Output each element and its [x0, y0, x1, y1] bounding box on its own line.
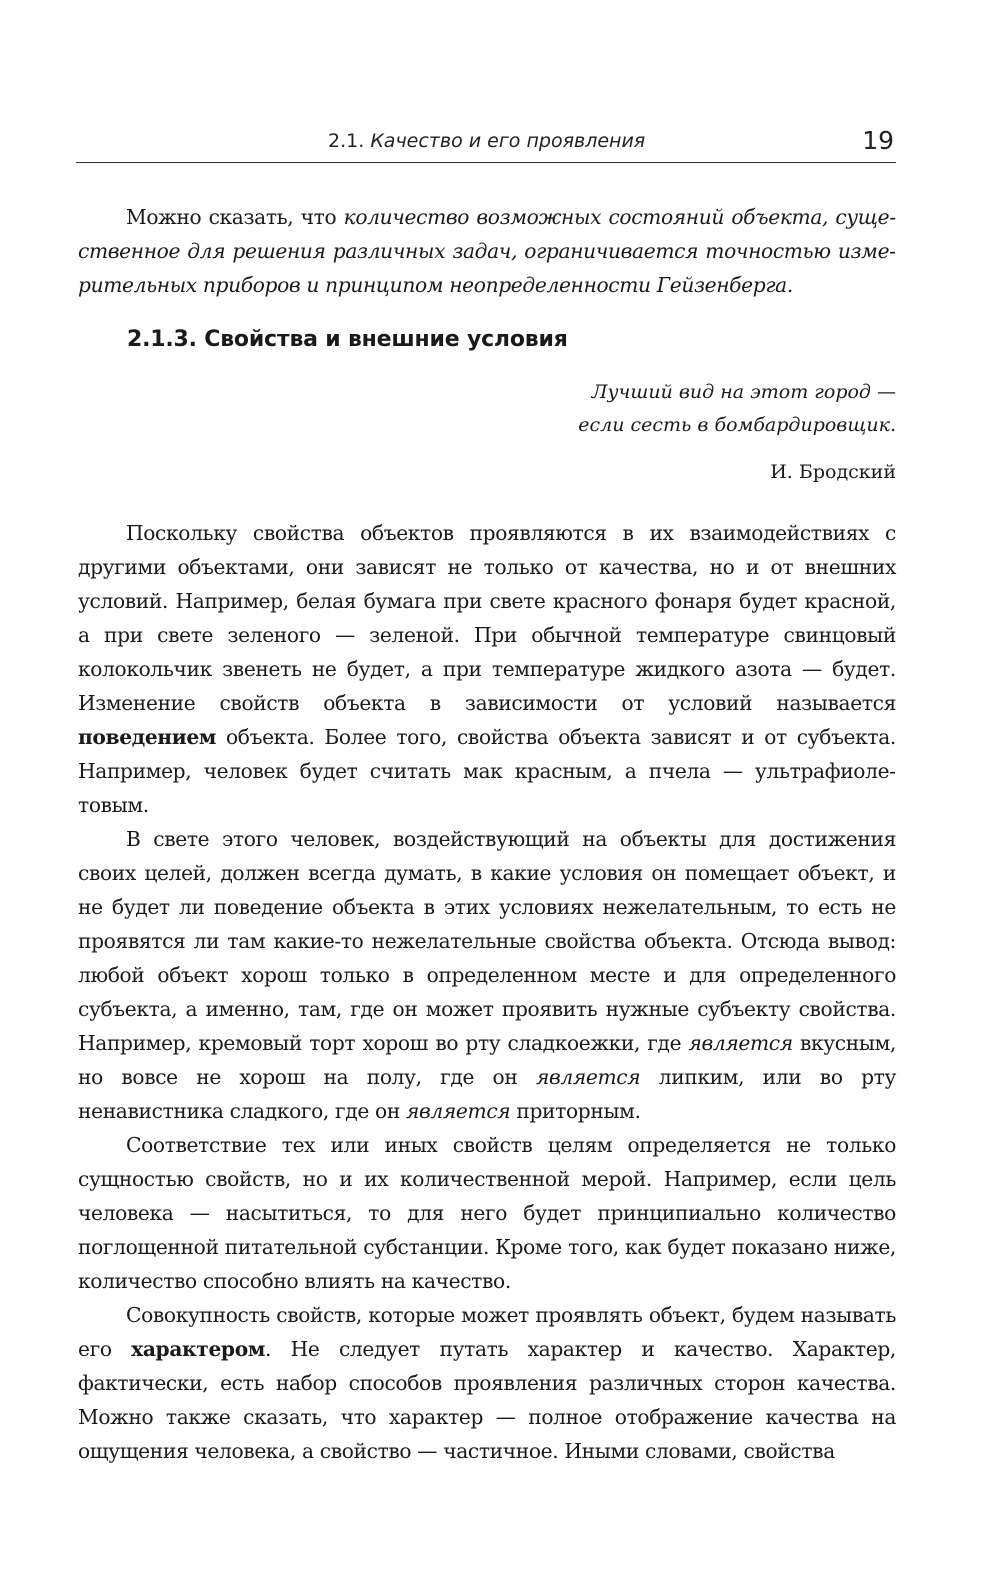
paragraph-1: [78, 516, 896, 822]
section-number: 2.1.: [328, 130, 365, 152]
text-run: липким, или во рту ненавистника сладкого, где он: [78, 1065, 897, 1123]
italic-run: количество возможных состояний объекта, существенное для решения различных задач, ограничивается точностью измерительных приборов и принципом неопределенности Гейзенберга.: [78, 205, 897, 297]
bold-term: характером: [131, 1337, 266, 1361]
text-run: . Не следует путать характер и качество. Характер, фактически, есть набор способов проявления различных сторон качества. Можно также сказать, что характер — полное отображение качества на ощущения человека, а свойство — частичное. Иными словами, свойства: [78, 1337, 896, 1463]
epigraph: [476, 376, 896, 489]
text-run: Совокупность свойств, которые может проявлять объект, будем называть его: [78, 1303, 896, 1361]
epigraph-author: И. Бродский: [770, 461, 896, 483]
page-number: 19: [862, 126, 894, 155]
paragraph-2: [78, 822, 896, 1128]
italic-run: является: [688, 1031, 793, 1055]
bold-term: поведением: [78, 725, 217, 749]
italic-run: является: [406, 1099, 511, 1123]
intro-paragraph: [78, 200, 896, 302]
paragraph-3: Соответствие тех или иных свойств целям определяется не только сущностью свойств, но и их количественной мерой. Например, если цель человека — насытиться, то для него будет принципиально количество поглощенной питательной субстанции. Кроме того, как будет показано ниже, количество способно влиять на качество.: [78, 1133, 896, 1293]
text-run: объекта. Более того, свойства объекта зависят и от субъекта. Например, человек будет считать мак красным, а пчела — ультрафиолетовым.: [78, 725, 896, 817]
text-run: Поскольку свойства объектов проявляются в их взаимодействиях с другими объектами, они зависят не только от качества, но и от внешних условий. Например, белая бумага при свете красного фонаря будет красной, а при свете зеленого — зеленой. При обычной температуре свинцовый колокольчик звенеть не будет, а при температуре жидкого азота — будет. Изменение свойств объекта в зависимости от условий называется: [78, 521, 896, 715]
epigraph-line-2: если сесть в бомбардировщик.: [578, 414, 896, 436]
text-run: В свете этого человек, воздействующий на объекты для достижения своих целей, должен всегда думать, в какие условия он помещает объект, и не будет ли поведение объекта в этих условиях нежелательным, то есть не проявятся ли там какие-то нежелательные свойства объекта. Отсюда вывод: любой объект хорош только в определенном месте и для определенного субъекта, а именно, там, где он может проявить нужные субъекту свойства. Например, кремовый торт хорош во рту сладкоежки, где: [78, 827, 896, 1055]
text-run: приторным.: [510, 1099, 641, 1123]
text-run: Можно сказать, что: [126, 205, 344, 229]
running-header: [76, 124, 896, 163]
epigraph-line-1: Лучший вид на этот город —: [591, 381, 896, 403]
italic-run: является: [535, 1065, 641, 1089]
section-title: Качество и его проявления: [370, 130, 646, 152]
paragraph-4: [78, 1298, 896, 1468]
text-run: вкусным, но вовсе не хорош на полу, где он: [78, 1031, 897, 1089]
paragraph: [78, 200, 896, 302]
running-title: [328, 130, 645, 152]
section-heading: 2.1.3. Свойства и внешние условия: [127, 327, 568, 352]
body-text: [78, 516, 896, 1468]
